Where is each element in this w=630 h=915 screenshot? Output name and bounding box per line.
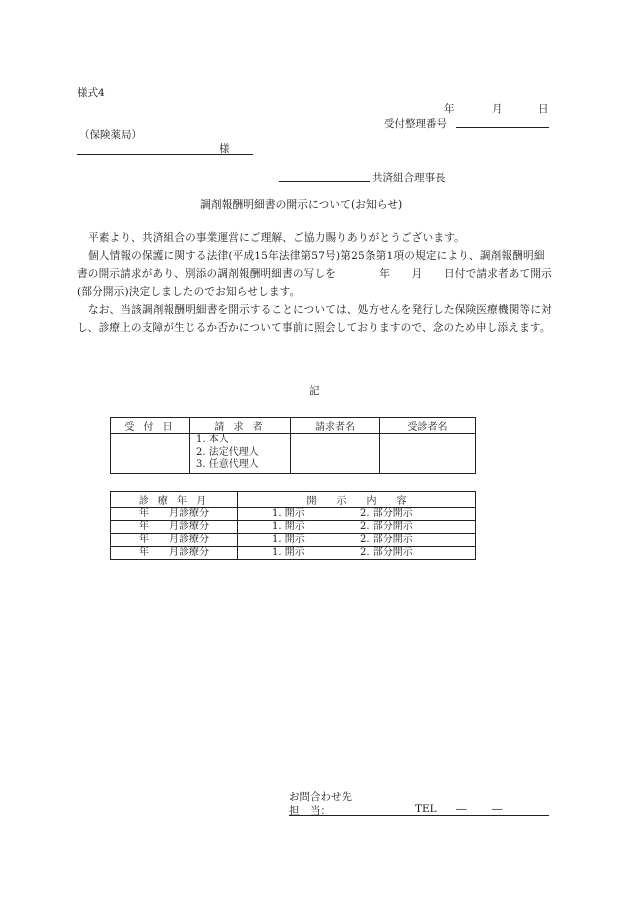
option-partial: 2. 部分開示	[360, 534, 413, 545]
header-content: 開 示 内 容	[238, 492, 476, 508]
requester-option: 3. 任意代理人	[196, 459, 259, 470]
contact-person-label: 担 当：	[289, 805, 331, 817]
request-table	[110, 417, 476, 474]
period-cell[interactable]: 年 月診療分	[111, 521, 238, 534]
header-receipt-date: 受 付 日	[111, 418, 190, 434]
option-partial: 2. 部分開示	[360, 521, 413, 532]
content-cell[interactable]	[238, 508, 476, 521]
receipt-number-field[interactable]	[456, 127, 549, 128]
requester-name-cell[interactable]	[291, 434, 380, 474]
option-disclose: 1. 開示	[272, 534, 305, 545]
table-row	[111, 521, 476, 534]
option-partial: 2. 部分開示	[360, 508, 413, 519]
table-row	[111, 547, 476, 560]
table-row	[111, 508, 476, 521]
content-cell[interactable]	[238, 521, 476, 534]
patient-name-cell[interactable]	[380, 434, 476, 474]
content-cell[interactable]	[238, 534, 476, 547]
honorific: 様	[219, 143, 230, 155]
option-disclose: 1. 開示	[272, 508, 305, 519]
paragraph-2: 個人情報の保護に関する法律(平成15年法律第57号)第25条第1項の規定により、調剤報酬明細書の開示請求があり、別添の調剤報酬明細書の写しを 年 月 日付で請求者あて開示(部分開示)決定しましたのでお知らせします。	[77, 250, 552, 298]
date-year: 年	[444, 103, 455, 115]
header-patient-name: 受診者名	[380, 418, 476, 434]
header-requester: 請 求 者	[190, 418, 291, 434]
issuer-title: 共済組合理事長	[372, 172, 446, 184]
contact-dash: ―	[492, 803, 503, 815]
content-cell[interactable]	[238, 547, 476, 560]
contact-line[interactable]	[289, 815, 549, 816]
requester-cell[interactable]	[190, 434, 291, 474]
ki-marker: 記	[309, 385, 320, 397]
option-disclose: 1. 開示	[272, 521, 305, 532]
requester-option: 2. 法定代理人	[196, 446, 259, 458]
date-month: 月	[492, 103, 503, 115]
disclosure-table	[110, 491, 476, 560]
pharmacy-label: （保険薬局）	[79, 129, 142, 141]
period-cell[interactable]: 年 月診療分	[111, 534, 238, 547]
receipt-date-cell[interactable]	[111, 434, 190, 474]
paragraph-3: なお、当該調剤報酬明細書を開示することについては、処方せんを発行した保険医療機関等に対し、診療上の支障が生じるか否かについて事前に照会しておりますので、念のため申し添えます。	[77, 304, 552, 334]
period-cell[interactable]: 年 月診療分	[111, 547, 238, 560]
paragraph-1: 平素より、共済組合の事業運営にご理解、ご協力賜りありがとうございます。	[88, 232, 465, 244]
issuer-name-field[interactable]	[279, 181, 370, 182]
date-day: 日	[538, 103, 549, 115]
header-requester-name: 請求者名	[291, 418, 380, 434]
receipt-number-label: 受付整理番号	[384, 118, 447, 130]
form-number: 様式4	[77, 87, 105, 99]
period-cell[interactable]: 年 月診療分	[111, 508, 238, 521]
document-title: 調剤報酬明細書の開示について(お知らせ)	[200, 198, 403, 211]
contact-dash: ―	[456, 803, 467, 815]
header-period: 診 療 年 月	[111, 492, 238, 508]
requester-option: 1. 本人	[196, 434, 229, 445]
table-row	[111, 534, 476, 547]
option-disclose: 1. 開示	[272, 547, 305, 558]
contact-heading: お問合わせ先	[289, 791, 352, 803]
option-partial: 2. 部分開示	[360, 547, 413, 558]
contact-tel-label: TEL	[415, 803, 437, 815]
